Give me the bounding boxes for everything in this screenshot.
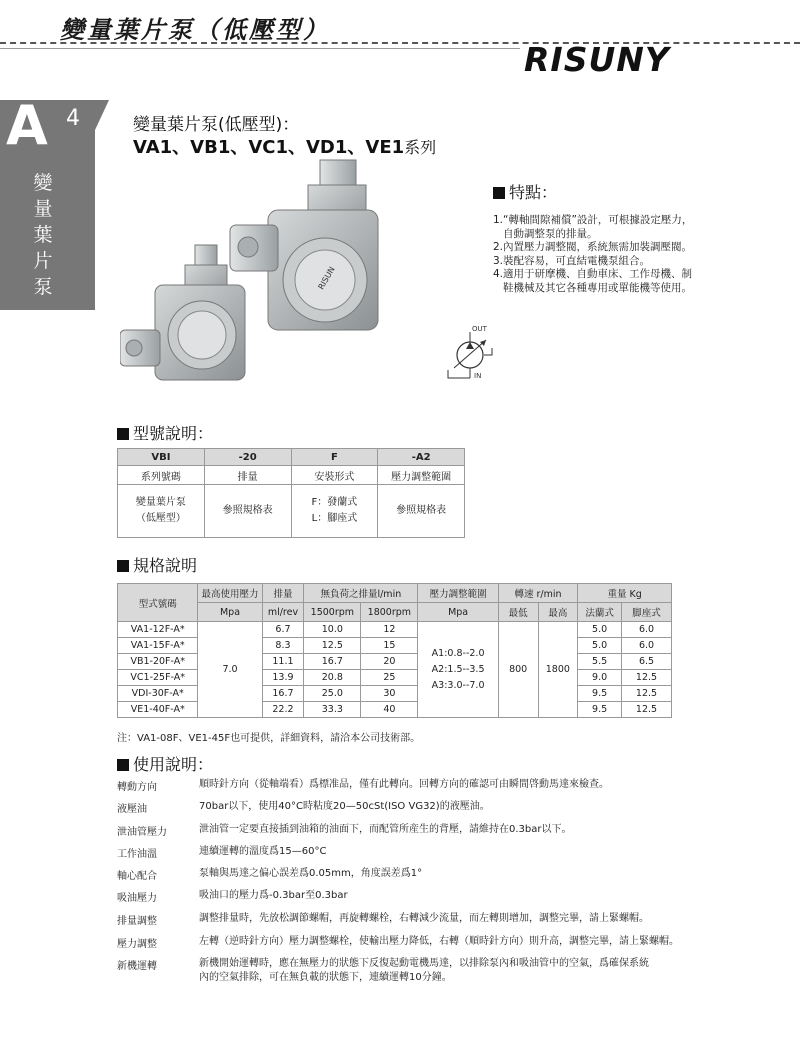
usage-value: 泄油管一定要直接插到油箱的油面下，而配管所産生的背壓，請維持在0.3bar以下。 <box>199 824 572 835</box>
spec-sub: 法蘭式 <box>578 603 622 622</box>
adj-line: A2:1.5--3.5 <box>431 663 485 675</box>
body-line: 變量葉片泵 <box>135 497 186 508</box>
bullet-square-icon <box>493 187 505 199</box>
series-suffix: 系列 <box>404 138 437 157</box>
feature-item: 4.適用于研摩機、自動車床、工作母機、制 <box>493 268 693 280</box>
usage-value: 70bar以下，使用40°C時粘度20—50cSt(ISO VG32)的液壓油。 <box>199 801 490 812</box>
features-heading-text: 特點： <box>509 183 558 202</box>
model-body-series <box>118 485 205 538</box>
cell-min-speed: 800 <box>498 622 538 718</box>
cell-w-foot: 6.5 <box>622 654 672 670</box>
spec-sub: Mpa <box>198 603 262 622</box>
bullet-square-icon <box>117 560 129 572</box>
spec-heading-text: 規格說明 <box>133 556 198 575</box>
symbol-out-label: OUT <box>472 325 487 333</box>
spec-sub: 1500rpm <box>304 603 361 622</box>
usage-value: 連續運轉的溫度爲15—60°C <box>199 846 327 857</box>
cell-model: VA1-12F-A* <box>118 622 198 638</box>
vertical-char: 葉 <box>33 224 53 246</box>
usage-key: 泄油管壓力 <box>117 827 167 838</box>
usage-key: 液壓油 <box>117 804 147 815</box>
cell-max-speed: 1800 <box>538 622 578 718</box>
model-sub-label: 系列號碼 <box>118 466 205 485</box>
cell-f1800: 25 <box>361 670 418 686</box>
body-line: L：腳座式 <box>311 513 358 524</box>
cell-model: VDI-30F-A* <box>118 686 198 702</box>
cell-maxp: 7.0 <box>198 622 262 718</box>
model-code-pressure: -A2 <box>378 449 465 466</box>
feature-item: 自動調整泵的排量。 <box>493 227 598 240</box>
cell-model: VB1-20F-A* <box>118 654 198 670</box>
cell-model: VC1-25F-A* <box>118 670 198 686</box>
usage-key: 軸心配合 <box>117 871 157 882</box>
cell-adj <box>418 622 498 718</box>
usage-heading-text: 使用說明： <box>133 755 214 774</box>
usage-key: 工作油溫 <box>117 849 157 860</box>
cell-w-flange: 9.5 <box>578 686 622 702</box>
cell-w-flange: 9.0 <box>578 670 622 686</box>
cell-disp: 16.7 <box>262 686 304 702</box>
model-code-table <box>117 448 465 538</box>
cell-disp: 13.9 <box>262 670 304 686</box>
model-code-series: VBI <box>118 449 205 466</box>
cell-disp: 8.3 <box>262 638 304 654</box>
usage-key: 轉動方向 <box>117 782 157 793</box>
cell-f1500: 20.8 <box>304 670 361 686</box>
features-list <box>493 214 783 295</box>
header-divider <box>0 42 800 44</box>
model-code-disp: -20 <box>204 449 291 466</box>
header-divider-thin <box>0 48 520 49</box>
features-heading <box>493 180 557 203</box>
usage-value: 調整排量時，先放松調節螺帽，再旋轉螺栓，右轉減少流量，而左轉則增加，調整完畢，請上緊螺帽。 <box>199 913 649 924</box>
tab-notch <box>95 100 111 134</box>
model-sub-label: 排量 <box>204 466 291 485</box>
cell-w-foot: 6.0 <box>622 622 672 638</box>
section-letter: A <box>6 94 48 157</box>
feature-item: 1.“轉軸間隙補償”設計，可根據設定壓力， <box>493 214 693 226</box>
usage-value <box>199 957 759 985</box>
feature-item: 鞋機械及其它各種專用或單能機等使用。 <box>493 281 693 294</box>
spec-note: 注：VA1-08F、VE1-45F也可提供，詳細資料，請洽本公司技術部。 <box>117 733 421 744</box>
spec-sub: 最低 <box>498 603 538 622</box>
cell-w-foot: 12.5 <box>622 670 672 686</box>
usage-heading <box>117 752 213 775</box>
cell-w-flange: 5.0 <box>578 638 622 654</box>
cell-f1500: 33.3 <box>304 702 361 718</box>
feature-item: 2.內置壓力調整閥，系統無需加裝調壓閥。 <box>493 241 693 253</box>
usage-key: 新機運轉 <box>117 961 157 972</box>
spec-head-adj: 壓力調整範圍 <box>418 584 498 603</box>
cell-f1800: 15 <box>361 638 418 654</box>
feature-item: 3.裝配容易，可直結電機泵組合。 <box>493 254 651 267</box>
body-line: （低壓型） <box>135 513 186 524</box>
cell-f1800: 20 <box>361 654 418 670</box>
symbol-in-label: IN <box>474 372 482 380</box>
brand-logo: RISUNY <box>524 40 670 79</box>
usage-key: 排量調整 <box>117 916 157 927</box>
cell-disp: 11.1 <box>262 654 304 670</box>
cell-w-flange: 9.5 <box>578 702 622 718</box>
section-vertical-title <box>32 170 54 300</box>
usage-value: 左轉（逆時針方向）壓力調整螺栓，使輸出壓力降低，右轉（順時針方向）則升高，調整完畢，請上緊螺帽。 <box>199 936 679 947</box>
spec-sub: Mpa <box>418 603 498 622</box>
bullet-square-icon <box>117 759 129 771</box>
cell-f1800: 30 <box>361 686 418 702</box>
table-row <box>118 622 672 638</box>
model-sub-label: 安裝形式 <box>291 466 378 485</box>
usage-key: 壓力調整 <box>117 939 157 950</box>
cell-w-flange: 5.0 <box>578 622 622 638</box>
adj-line: A1:0.8--2.0 <box>431 647 485 659</box>
cell-model: VE1-40F-A* <box>118 702 198 718</box>
body-line: F：發蘭式 <box>311 497 358 508</box>
section-number: 4 <box>66 106 80 131</box>
series-models: VA1、VB1、VC1、VD1、VE1 <box>133 137 405 158</box>
model-body-disp: 參照規格表 <box>204 485 291 538</box>
spec-table <box>117 583 672 718</box>
cell-disp: 6.7 <box>262 622 304 638</box>
cell-f1800: 40 <box>361 702 418 718</box>
spec-heading <box>117 553 197 576</box>
product-title: 變量葉片泵(低壓型)： <box>133 115 300 135</box>
hydraulic-pump-symbol <box>440 322 520 384</box>
spec-head-speed: 轉速 r/min <box>498 584 577 603</box>
cell-f1500: 12.5 <box>304 638 361 654</box>
model-body-mount <box>291 485 378 538</box>
spec-head-flow: 無負荷之排量l/min <box>304 584 418 603</box>
spec-head-weight: 重量 Kg <box>578 584 672 603</box>
cell-f1500: 16.7 <box>304 654 361 670</box>
spec-head-disp: 排量 <box>262 584 304 603</box>
usage-value: 泵軸與馬達之偏心誤差爲0.05mm，角度誤差爲1° <box>199 868 423 879</box>
cell-f1500: 10.0 <box>304 622 361 638</box>
vertical-char: 泵 <box>33 276 53 298</box>
usage-value: 順時針方向（從軸端看）爲標准品，僅有此轉向。回轉方向的確認可由瞬間啓動馬達來檢查。 <box>199 779 609 790</box>
usage-key: 吸油壓力 <box>117 893 157 904</box>
spec-sub: 1800rpm <box>361 603 418 622</box>
cell-f1800: 12 <box>361 622 418 638</box>
cell-f1500: 25.0 <box>304 686 361 702</box>
spec-head-maxp: 最高使用壓力 <box>198 584 262 603</box>
page-header-title: 變量葉片泵（低壓型） <box>60 16 330 44</box>
pump-label-text: RISUN <box>316 265 337 292</box>
cell-w-foot: 6.0 <box>622 638 672 654</box>
model-body-pressure: 參照規格表 <box>378 485 465 538</box>
cell-disp: 22.2 <box>262 702 304 718</box>
vertical-char: 量 <box>33 198 53 220</box>
usage-value: 吸油口的壓力爲-0.3bar至0.3bar <box>199 890 348 901</box>
spec-sub: ml/rev <box>262 603 304 622</box>
usage-line: 內的空氣排除，可在無負載的狀態下，連續運轉10分鐘。 <box>199 972 452 983</box>
usage-line: 新機開始運轉時，應在無壓力的狀態下反復起動電機馬達，以排除泵內和吸油管中的空氣，爲確保系統 <box>199 958 649 969</box>
spec-head-model: 型式號碼 <box>118 584 198 622</box>
vertical-char: 片 <box>33 250 53 272</box>
spec-sub: 最高 <box>538 603 578 622</box>
vertical-char: 變 <box>33 172 53 194</box>
bullet-square-icon <box>117 428 129 440</box>
model-heading <box>117 421 213 444</box>
cell-w-foot: 12.5 <box>622 686 672 702</box>
model-code-mount: F <box>291 449 378 466</box>
spec-sub: 脚座式 <box>622 603 672 622</box>
cell-w-flange: 5.5 <box>578 654 622 670</box>
model-heading-text: 型號說明： <box>133 424 214 443</box>
adj-line: A3:3.0--7.0 <box>431 679 485 691</box>
pump-product-image <box>120 155 400 395</box>
model-sub-label: 壓力調整範圍 <box>378 466 465 485</box>
cell-w-foot: 12.5 <box>622 702 672 718</box>
cell-model: VA1-15F-A* <box>118 638 198 654</box>
